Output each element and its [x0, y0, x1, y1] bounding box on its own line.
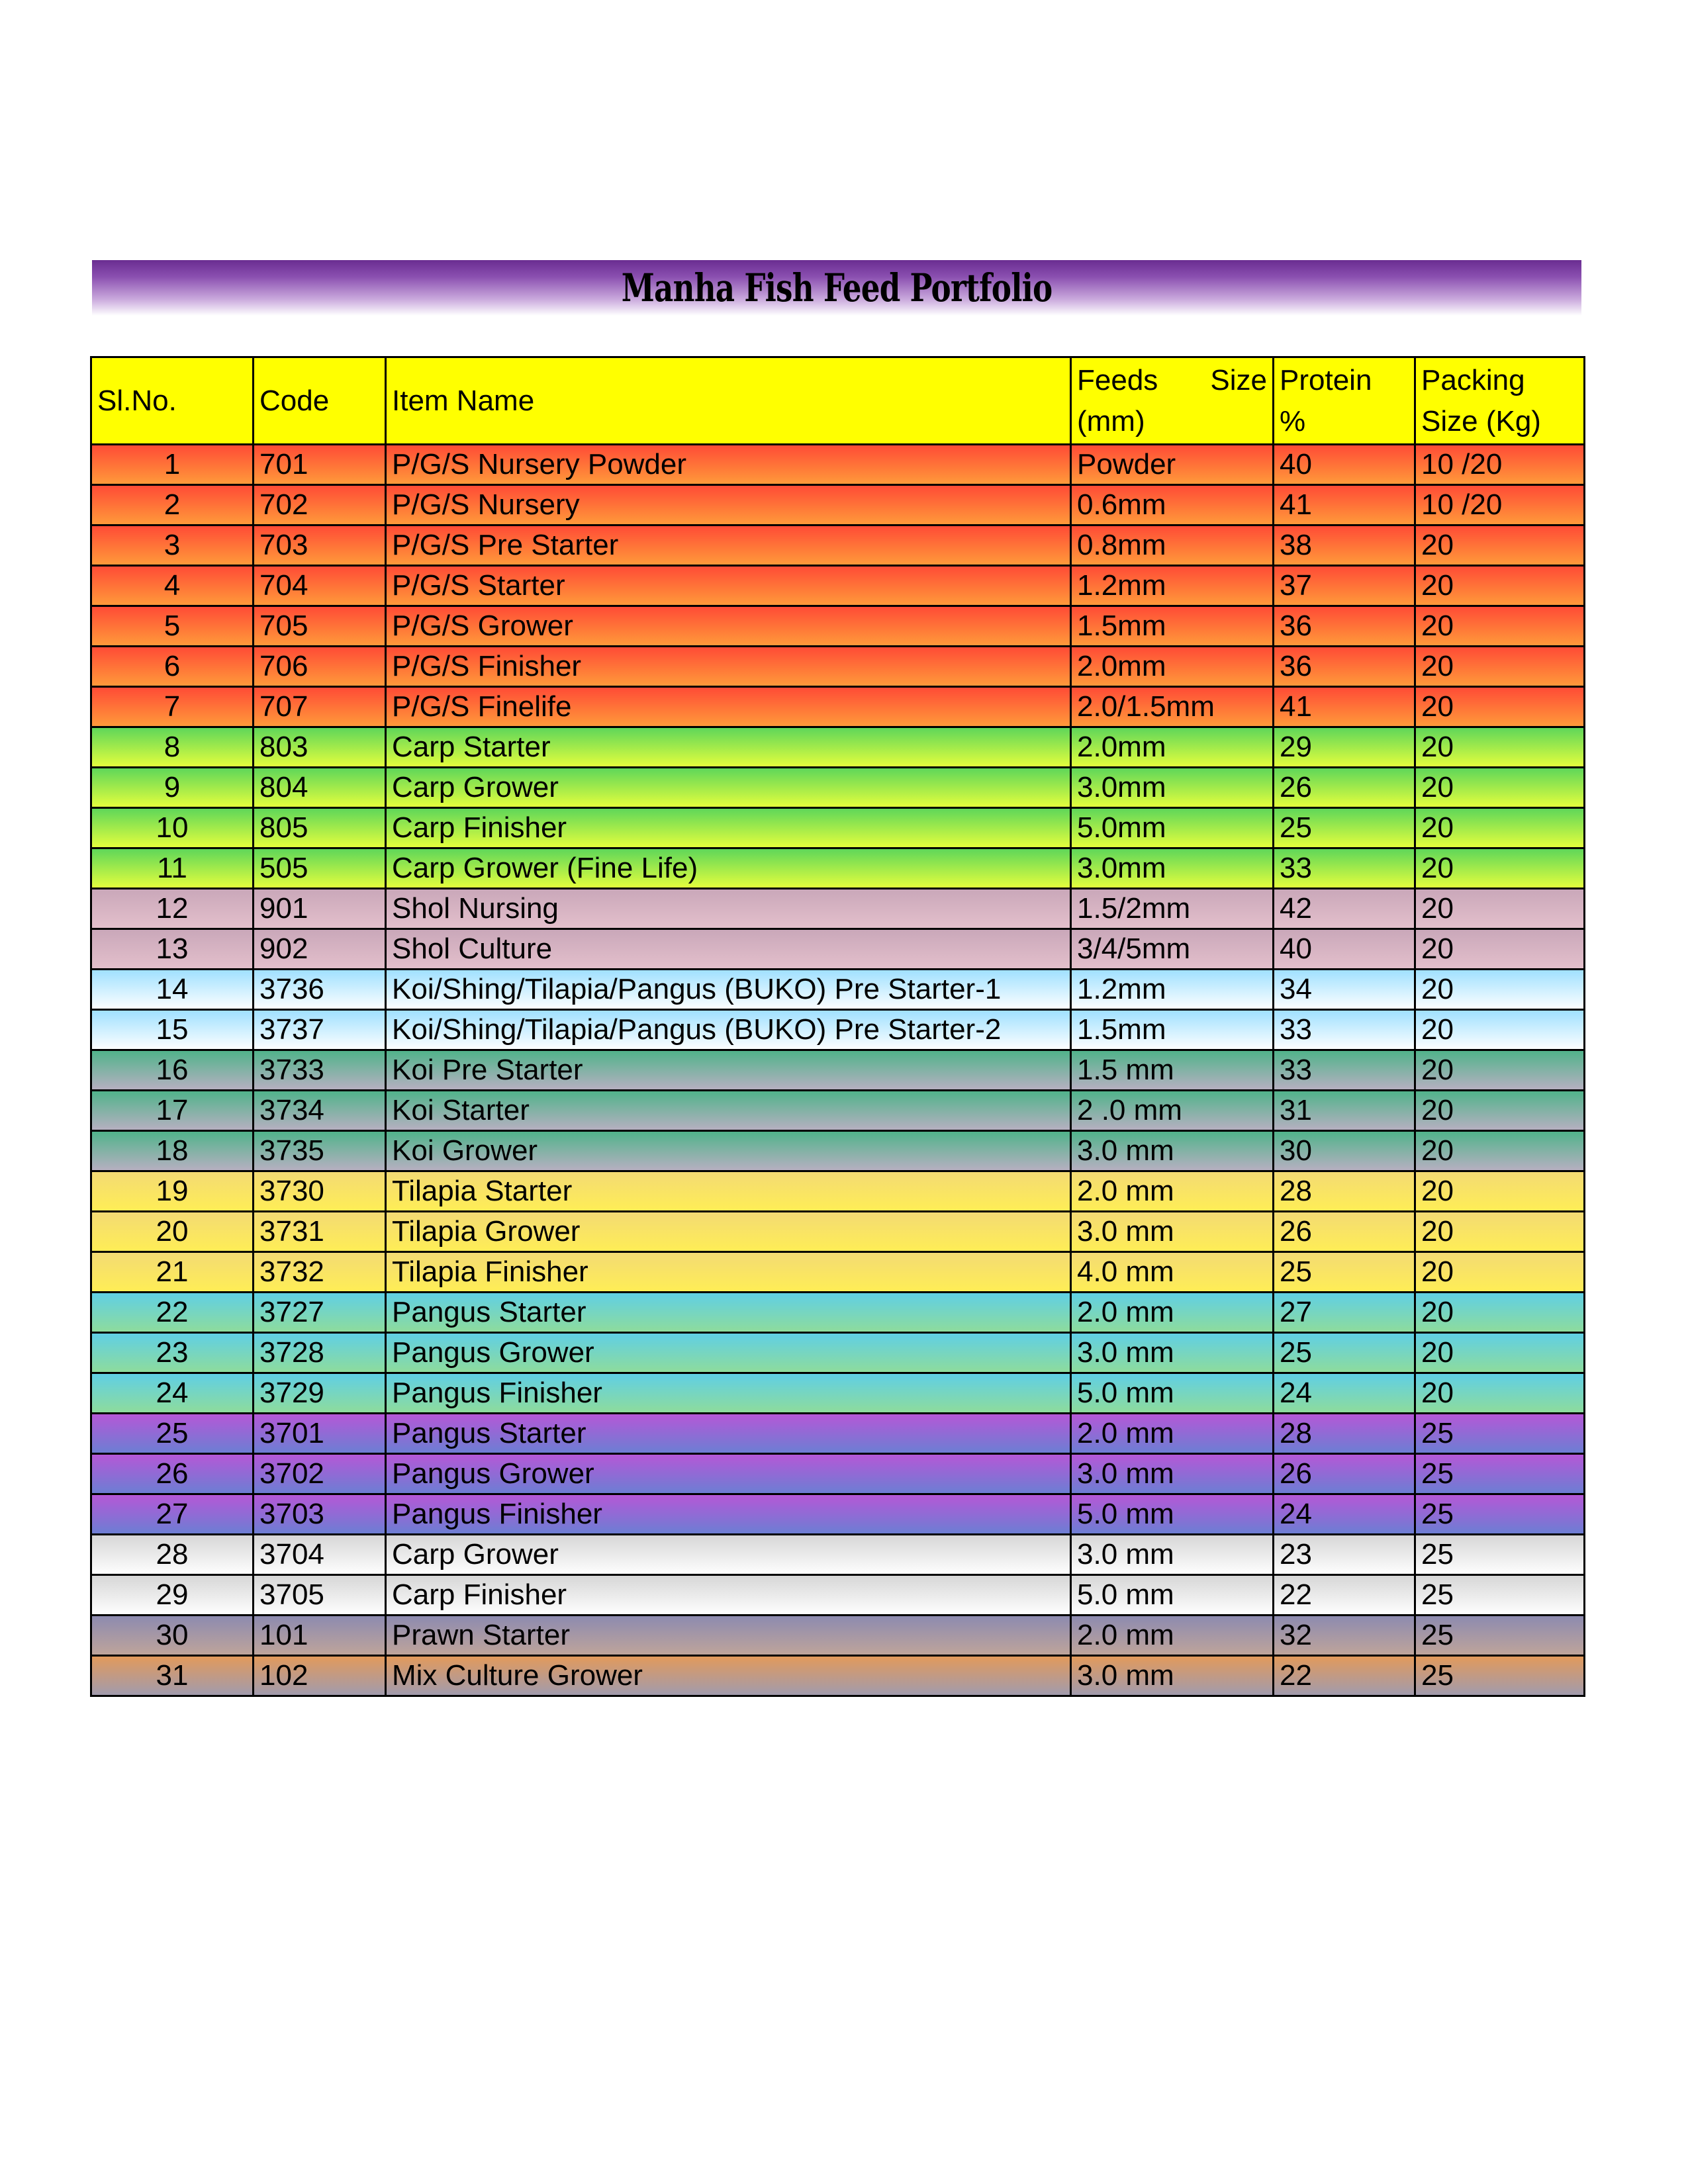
- cell-code: 704: [254, 566, 386, 606]
- cell-feed-size: 5.0 mm: [1071, 1575, 1274, 1615]
- table-row: [91, 525, 1585, 566]
- cell-sl-no: 28: [91, 1535, 254, 1575]
- cell-packing-size: 20: [1415, 1333, 1585, 1373]
- cell-packing-size: 20: [1415, 687, 1585, 727]
- table-row: [91, 445, 1585, 485]
- cell-protein: 25: [1274, 808, 1415, 848]
- cell-item-name: Pangus Grower: [386, 1454, 1071, 1494]
- cell-sl-no: 24: [91, 1373, 254, 1414]
- cell-item-name: Carp Grower: [386, 1535, 1071, 1575]
- table-row: [91, 848, 1585, 889]
- cell-code: 701: [254, 445, 386, 485]
- table-row: [91, 768, 1585, 808]
- cell-packing-size: 20: [1415, 970, 1585, 1010]
- cell-item-name: Koi Grower: [386, 1131, 1071, 1171]
- cell-sl-no: 9: [91, 768, 254, 808]
- cell-feed-size: 1.5mm: [1071, 606, 1274, 647]
- cell-feed-size: 2.0 mm: [1071, 1171, 1274, 1212]
- cell-protein: 36: [1274, 647, 1415, 687]
- cell-feed-size: 3.0 mm: [1071, 1131, 1274, 1171]
- cell-item-name: Carp Starter: [386, 727, 1071, 768]
- header-item-name: Item Name: [386, 357, 1071, 445]
- table-row: [91, 1171, 1585, 1212]
- cell-code: 702: [254, 485, 386, 525]
- cell-sl-no: 13: [91, 929, 254, 970]
- cell-protein: 26: [1274, 1454, 1415, 1494]
- cell-protein: 30: [1274, 1131, 1415, 1171]
- cell-feed-size: 3/4/5mm: [1071, 929, 1274, 970]
- cell-sl-no: 15: [91, 1010, 254, 1050]
- cell-sl-no: 27: [91, 1494, 254, 1535]
- cell-code: 804: [254, 768, 386, 808]
- cell-sl-no: 1: [91, 445, 254, 485]
- cell-packing-size: 25: [1415, 1494, 1585, 1535]
- table-header-row: [91, 357, 1585, 445]
- cell-item-name: Carp Finisher: [386, 808, 1071, 848]
- cell-packing-size: 20: [1415, 1171, 1585, 1212]
- cell-feed-size: 2.0/1.5mm: [1071, 687, 1274, 727]
- cell-packing-size: 20: [1415, 566, 1585, 606]
- cell-item-name: Pangus Grower: [386, 1333, 1071, 1373]
- table-row: [91, 485, 1585, 525]
- header-sl-no: Sl.No.: [91, 357, 254, 445]
- cell-code: 3704: [254, 1535, 386, 1575]
- cell-feed-size: 3.0 mm: [1071, 1333, 1274, 1373]
- cell-protein: 33: [1274, 1010, 1415, 1050]
- table-row: [91, 1333, 1585, 1373]
- cell-protein: 41: [1274, 687, 1415, 727]
- cell-code: 706: [254, 647, 386, 687]
- cell-item-name: Tilapia Finisher: [386, 1252, 1071, 1293]
- table-row: [91, 1091, 1585, 1131]
- cell-packing-size: 20: [1415, 848, 1585, 889]
- cell-item-name: Koi Starter: [386, 1091, 1071, 1131]
- table-row: [91, 970, 1585, 1010]
- cell-packing-size: 20: [1415, 1091, 1585, 1131]
- cell-feed-size: 3.0mm: [1071, 768, 1274, 808]
- table-row: [91, 1535, 1585, 1575]
- cell-packing-size: 20: [1415, 606, 1585, 647]
- cell-packing-size: 20: [1415, 1293, 1585, 1333]
- cell-sl-no: 3: [91, 525, 254, 566]
- cell-packing-size: 25: [1415, 1575, 1585, 1615]
- cell-packing-size: 20: [1415, 1252, 1585, 1293]
- cell-protein: 41: [1274, 485, 1415, 525]
- cell-protein: 25: [1274, 1252, 1415, 1293]
- cell-item-name: Koi Pre Starter: [386, 1050, 1071, 1091]
- title-bar: [92, 260, 1581, 316]
- cell-code: 901: [254, 889, 386, 929]
- cell-packing-size: 20: [1415, 1212, 1585, 1252]
- cell-sl-no: 5: [91, 606, 254, 647]
- cell-sl-no: 21: [91, 1252, 254, 1293]
- cell-packing-size: 20: [1415, 727, 1585, 768]
- cell-item-name: Pangus Finisher: [386, 1494, 1071, 1535]
- cell-feed-size: Powder: [1071, 445, 1274, 485]
- cell-protein: 33: [1274, 848, 1415, 889]
- cell-packing-size: 20: [1415, 889, 1585, 929]
- cell-protein: 32: [1274, 1615, 1415, 1656]
- cell-item-name: P/G/S Pre Starter: [386, 525, 1071, 566]
- cell-item-name: P/G/S Finisher: [386, 647, 1071, 687]
- cell-feed-size: 4.0 mm: [1071, 1252, 1274, 1293]
- cell-protein: 26: [1274, 1212, 1415, 1252]
- cell-packing-size: 20: [1415, 1131, 1585, 1171]
- cell-protein: 22: [1274, 1575, 1415, 1615]
- table-row: [91, 808, 1585, 848]
- table-row: [91, 929, 1585, 970]
- cell-feed-size: 3.0 mm: [1071, 1212, 1274, 1252]
- table-row: [91, 1212, 1585, 1252]
- table-row: [91, 1615, 1585, 1656]
- cell-code: 505: [254, 848, 386, 889]
- table-row: [91, 606, 1585, 647]
- cell-item-name: Shol Nursing: [386, 889, 1071, 929]
- cell-feed-size: 1.5mm: [1071, 1010, 1274, 1050]
- cell-protein: 22: [1274, 1656, 1415, 1696]
- cell-sl-no: 25: [91, 1414, 254, 1454]
- cell-code: 3737: [254, 1010, 386, 1050]
- cell-code: 902: [254, 929, 386, 970]
- header-protein-word: Protein: [1280, 363, 1372, 396]
- cell-code: 805: [254, 808, 386, 848]
- cell-packing-size: 25: [1415, 1535, 1585, 1575]
- table-row: [91, 1575, 1585, 1615]
- table-row: [91, 1252, 1585, 1293]
- cell-item-name: P/G/S Nursery Powder: [386, 445, 1071, 485]
- cell-packing-size: 20: [1415, 647, 1585, 687]
- cell-feed-size: 5.0 mm: [1071, 1373, 1274, 1414]
- cell-sl-no: 26: [91, 1454, 254, 1494]
- cell-item-name: Carp Grower: [386, 768, 1071, 808]
- cell-protein: 40: [1274, 445, 1415, 485]
- cell-sl-no: 8: [91, 727, 254, 768]
- cell-code: 707: [254, 687, 386, 727]
- cell-protein: 31: [1274, 1091, 1415, 1131]
- cell-code: 3701: [254, 1414, 386, 1454]
- cell-item-name: P/G/S Nursery: [386, 485, 1071, 525]
- cell-code: 3732: [254, 1252, 386, 1293]
- cell-sl-no: 22: [91, 1293, 254, 1333]
- cell-feed-size: 3.0mm: [1071, 848, 1274, 889]
- cell-sl-no: 29: [91, 1575, 254, 1615]
- cell-sl-no: 12: [91, 889, 254, 929]
- cell-code: 3703: [254, 1494, 386, 1535]
- cell-code: 3727: [254, 1293, 386, 1333]
- cell-feed-size: 0.6mm: [1071, 485, 1274, 525]
- cell-item-name: Koi/Shing/Tilapia/Pangus (BUKO) Pre Starter-2: [386, 1010, 1071, 1050]
- cell-item-name: Koi/Shing/Tilapia/Pangus (BUKO) Pre Starter-1: [386, 970, 1071, 1010]
- cell-packing-size: 10 /20: [1415, 485, 1585, 525]
- cell-item-name: Prawn Starter: [386, 1615, 1071, 1656]
- cell-protein: 40: [1274, 929, 1415, 970]
- cell-feed-size: 2.0 mm: [1071, 1293, 1274, 1333]
- table-row: [91, 1414, 1585, 1454]
- cell-sl-no: 11: [91, 848, 254, 889]
- cell-packing-size: 20: [1415, 768, 1585, 808]
- cell-sl-no: 19: [91, 1171, 254, 1212]
- table-row: [91, 1656, 1585, 1696]
- cell-sl-no: 6: [91, 647, 254, 687]
- cell-sl-no: 20: [91, 1212, 254, 1252]
- cell-sl-no: 23: [91, 1333, 254, 1373]
- cell-sl-no: 30: [91, 1615, 254, 1656]
- header-feed-size-word2: Size: [1210, 363, 1267, 396]
- cell-item-name: Pangus Finisher: [386, 1373, 1071, 1414]
- cell-code: 101: [254, 1615, 386, 1656]
- cell-protein: 36: [1274, 606, 1415, 647]
- cell-sl-no: 2: [91, 485, 254, 525]
- cell-protein: 24: [1274, 1494, 1415, 1535]
- table-row: [91, 889, 1585, 929]
- cell-sl-no: 7: [91, 687, 254, 727]
- table-row: [91, 1293, 1585, 1333]
- cell-code: 3734: [254, 1091, 386, 1131]
- header-packing-unit: Size (Kg): [1421, 404, 1541, 437]
- table-row: [91, 1373, 1585, 1414]
- cell-item-name: Pangus Starter: [386, 1293, 1071, 1333]
- cell-code: 3729: [254, 1373, 386, 1414]
- cell-protein: 37: [1274, 566, 1415, 606]
- cell-feed-size: 1.2mm: [1071, 566, 1274, 606]
- cell-packing-size: 10 /20: [1415, 445, 1585, 485]
- header-code: Code: [254, 357, 386, 445]
- cell-protein: 27: [1274, 1293, 1415, 1333]
- cell-feed-size: 3.0 mm: [1071, 1454, 1274, 1494]
- header-protein-unit: %: [1280, 404, 1306, 437]
- header-feed-size-word1: Feeds: [1077, 363, 1158, 396]
- cell-protein: 42: [1274, 889, 1415, 929]
- cell-code: 3731: [254, 1212, 386, 1252]
- cell-code: 705: [254, 606, 386, 647]
- cell-item-name: Carp Finisher: [386, 1575, 1071, 1615]
- cell-protein: 23: [1274, 1535, 1415, 1575]
- cell-sl-no: 4: [91, 566, 254, 606]
- cell-code: 703: [254, 525, 386, 566]
- header-feed-size-unit: (mm): [1077, 404, 1145, 437]
- cell-packing-size: 20: [1415, 808, 1585, 848]
- table-row: [91, 1131, 1585, 1171]
- cell-sl-no: 14: [91, 970, 254, 1010]
- cell-protein: 24: [1274, 1373, 1415, 1414]
- cell-code: 803: [254, 727, 386, 768]
- table-body: [91, 445, 1585, 1696]
- cell-item-name: P/G/S Grower: [386, 606, 1071, 647]
- cell-packing-size: 20: [1415, 929, 1585, 970]
- cell-feed-size: 1.2mm: [1071, 970, 1274, 1010]
- cell-protein: 29: [1274, 727, 1415, 768]
- table-row: [91, 647, 1585, 687]
- header-packing-word: Packing: [1421, 363, 1525, 396]
- table-row: [91, 1454, 1585, 1494]
- cell-packing-size: 20: [1415, 1010, 1585, 1050]
- cell-item-name: Carp Grower (Fine Life): [386, 848, 1071, 889]
- header-packing: [1415, 357, 1585, 445]
- cell-item-name: P/G/S Starter: [386, 566, 1071, 606]
- cell-protein: 33: [1274, 1050, 1415, 1091]
- cell-packing-size: 25: [1415, 1615, 1585, 1656]
- cell-protein: 38: [1274, 525, 1415, 566]
- cell-feed-size: 2.0mm: [1071, 727, 1274, 768]
- cell-packing-size: 25: [1415, 1656, 1585, 1696]
- cell-code: 3735: [254, 1131, 386, 1171]
- cell-code: 3702: [254, 1454, 386, 1494]
- cell-feed-size: 2 .0 mm: [1071, 1091, 1274, 1131]
- cell-item-name: Shol Culture: [386, 929, 1071, 970]
- cell-feed-size: 3.0 mm: [1071, 1656, 1274, 1696]
- cell-feed-size: 2.0 mm: [1071, 1414, 1274, 1454]
- cell-item-name: P/G/S Finelife: [386, 687, 1071, 727]
- header-feed-size: [1071, 357, 1274, 445]
- cell-feed-size: 1.5 mm: [1071, 1050, 1274, 1091]
- cell-item-name: Mix Culture Grower: [386, 1656, 1071, 1696]
- cell-sl-no: 18: [91, 1131, 254, 1171]
- cell-packing-size: 20: [1415, 525, 1585, 566]
- cell-code: 3730: [254, 1171, 386, 1212]
- cell-feed-size: 5.0 mm: [1071, 1494, 1274, 1535]
- cell-item-name: Tilapia Grower: [386, 1212, 1071, 1252]
- cell-protein: 28: [1274, 1171, 1415, 1212]
- cell-code: 102: [254, 1656, 386, 1696]
- cell-packing-size: 25: [1415, 1414, 1585, 1454]
- cell-sl-no: 10: [91, 808, 254, 848]
- cell-item-name: Pangus Starter: [386, 1414, 1071, 1454]
- cell-code: 3728: [254, 1333, 386, 1373]
- table-row: [91, 566, 1585, 606]
- table-row: [91, 687, 1585, 727]
- table-row: [91, 1010, 1585, 1050]
- table-row: [91, 1050, 1585, 1091]
- cell-protein: 25: [1274, 1333, 1415, 1373]
- cell-feed-size: 1.5/2mm: [1071, 889, 1274, 929]
- table-row: [91, 1494, 1585, 1535]
- page-title: Manha Fish Feed Portfolio: [621, 265, 1053, 310]
- cell-protein: 28: [1274, 1414, 1415, 1454]
- cell-sl-no: 16: [91, 1050, 254, 1091]
- feed-portfolio-table: [90, 356, 1585, 1697]
- cell-feed-size: 2.0 mm: [1071, 1615, 1274, 1656]
- cell-protein: 26: [1274, 768, 1415, 808]
- cell-protein: 34: [1274, 970, 1415, 1010]
- cell-feed-size: 0.8mm: [1071, 525, 1274, 566]
- cell-code: 3733: [254, 1050, 386, 1091]
- cell-sl-no: 31: [91, 1656, 254, 1696]
- cell-feed-size: 2.0mm: [1071, 647, 1274, 687]
- cell-feed-size: 5.0mm: [1071, 808, 1274, 848]
- header-protein: [1274, 357, 1415, 445]
- cell-item-name: Tilapia Starter: [386, 1171, 1071, 1212]
- cell-code: 3705: [254, 1575, 386, 1615]
- cell-sl-no: 17: [91, 1091, 254, 1131]
- cell-code: 3736: [254, 970, 386, 1010]
- cell-packing-size: 25: [1415, 1454, 1585, 1494]
- cell-packing-size: 20: [1415, 1373, 1585, 1414]
- table-row: [91, 727, 1585, 768]
- cell-feed-size: 3.0 mm: [1071, 1535, 1274, 1575]
- cell-packing-size: 20: [1415, 1050, 1585, 1091]
